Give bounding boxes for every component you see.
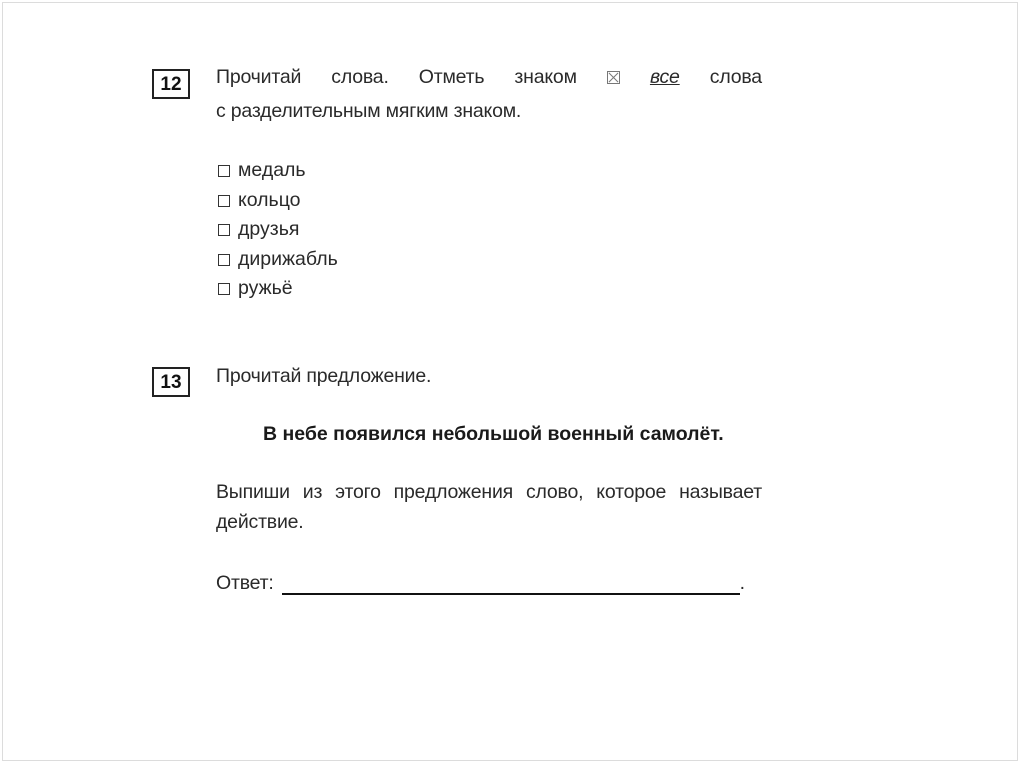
word: которое [596,481,667,503]
option-item[interactable] [218,274,338,304]
task13-question-line1 [216,481,762,504]
word: слова [709,66,762,88]
task12-options [218,156,338,304]
word: называет [679,481,762,503]
crossed-box-icon [607,71,620,84]
task12-instruction-line2: с разделительным мягким знаком. [216,100,522,122]
option-label: медаль [238,159,306,182]
answer-end-period: . [739,572,745,594]
word: слова. [331,66,389,88]
word: слово, [525,481,584,503]
answer-row [216,571,745,595]
task13-instruction: Прочитай предложение. [216,365,432,387]
word: из [302,481,323,503]
answer-field[interactable] [282,571,740,595]
task-number-13: 13 [152,367,190,397]
word: Прочитай [216,66,302,88]
word: Отметь [418,66,485,88]
checkbox[interactable] [218,283,230,295]
checkbox[interactable] [218,195,230,207]
word: знаком [514,66,577,88]
option-label: дирижабль [238,247,338,270]
option-label: кольцо [238,188,301,211]
option-item[interactable] [218,186,338,216]
option-label: друзья [238,218,300,241]
word: предложения [393,481,514,503]
checkbox[interactable] [218,224,230,236]
option-label: ружьё [238,277,293,300]
word: этого [335,481,381,503]
option-item[interactable] [218,215,338,245]
task13-question-line2: действие. [216,511,304,533]
word: Выпиши [216,481,290,503]
checkbox[interactable] [218,254,230,266]
task12-instruction-line1 [216,66,762,89]
option-item[interactable] [218,156,338,186]
task13-sentence: В небе появился небольшой военный самолёт. [263,423,724,445]
checkbox[interactable] [218,165,230,177]
emphasis-word: все [649,66,680,88]
task-number-12: 12 [152,69,190,99]
option-item[interactable] [218,245,338,275]
answer-label: Ответ: [216,572,274,594]
